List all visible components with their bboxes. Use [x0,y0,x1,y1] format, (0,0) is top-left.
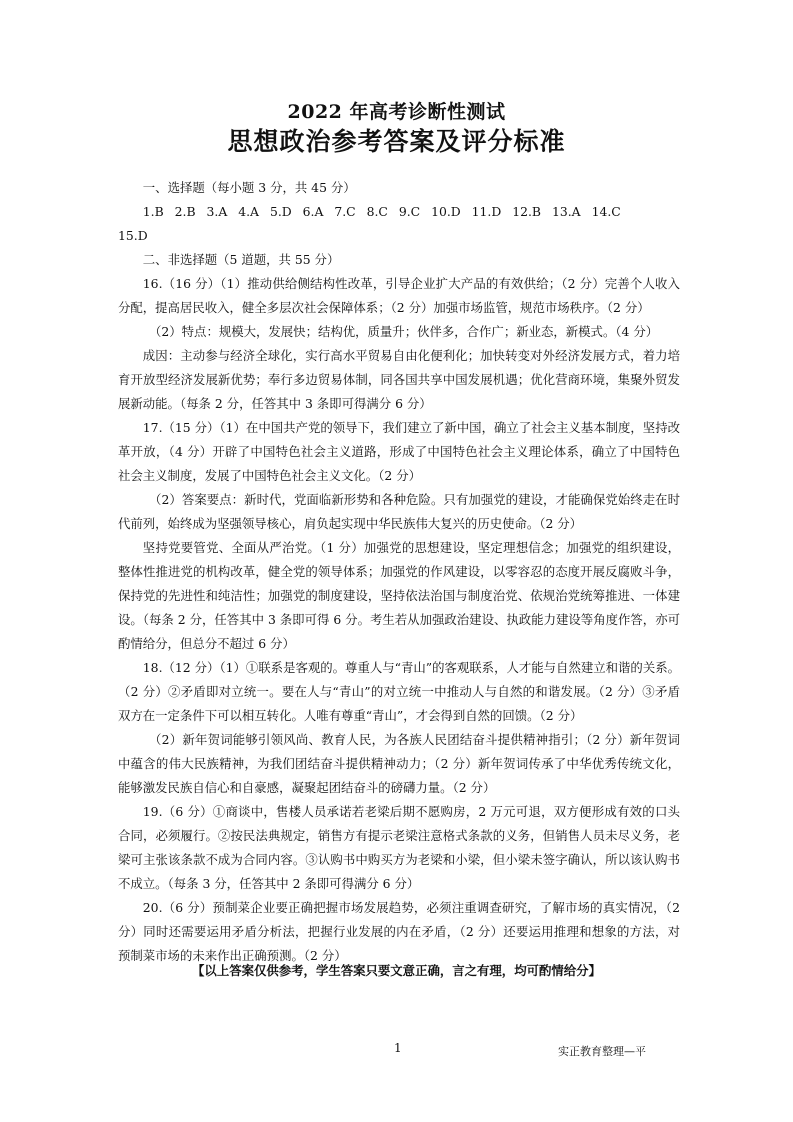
choice-answers: 1.B 2.B 3.A 4.A 5.D 6.A 7.C 8.C 9.C 10.D 11.D 12.B 13.A 14.C [142,204,621,219]
answer-paragraph: （2）答案要点：新时代，党面临新形势和各种危险。只有加强党的建设，才能确保党始终走在时代前列，始终成为坚强领导核心，肩负起实现中华民族伟大复兴的历史使命。（2 分） [118,492,680,531]
section-heading-nonchoice: 二、非选择题（5 道题，共 55 分） [142,252,340,267]
footer-source: 实正教育整理—平 [558,1045,646,1058]
answer-paragraph: 18.（12 分）（1）①联系是客观的。尊重人与“青山”的客观联系，人才能与自然建立和谐的关系。（2 分）②矛盾即对立统一。要在人与“青山”的对立统一中推动人与自然的和谐发展。（2 分）③矛盾双方在一定条件下可以相互转化。人唯有尊重“青山”，才会得到自然的回馈。（2 分） [118,660,680,723]
answer-body [118,176,680,968]
page-number: 1 [394,1041,402,1055]
answer-paragraph: 20.（6 分）预制菜企业要正确把握市场发展趋势，必须注重调查研究，了解市场的真实情况，（2 分）同时还需要运用矛盾分析法，把握行业发展的内在矛盾，（2 分）还要运用推理和想象的方法，对预制菜市场的未来作出正确预测。（2 分） [118,900,680,963]
section-heading-choice: 一、选择题（每小题 3 分，共 45 分） [142,180,356,195]
document-title: 2022 年高考诊断性测试 [287,101,506,123]
scoring-note: 【以上答案仅供参考，学生答案只要文意正确，言之有理，均可酌情给分】 [192,963,601,978]
choice-answers-cont: 15.D [118,228,148,243]
answer-paragraph: 19.（6 分）①商谈中，售楼人员承诺若老梁后期不愿购房，2 万元可退，双方便形成有效的口头合同，必须履行。②按民法典规定，销售方有提示老梁注意格式条款的义务，但销售人员未尽义务，老梁可主张该条款不成为合同内容。③认购书中购买方为老梁和小梁，但小梁未签字确认，所以该认购书不成立。（每条 3 分，任答其中 2 条即可得满分 6 分） [118,804,680,891]
answer-paragraph: 坚持党要管党、全面从严治党。（1 分）加强党的思想建设，坚定理想信念；加强党的组织建设，整体性推进党的机构改革，健全党的领导体系；加强党的作风建设，以零容忍的态度开展反腐败斗争，保持党的先进性和纯洁性；加强党的制度建设，坚持依法治国与制度治党、依规治党统筹推进、一体建设。（每条 2 分，任答其中 3 条即可得 6 分。考生若从加强政治建设、执政能力建设等角度作答，亦可酌情给分，但总分不超过 6 分） [118,540,680,651]
answer-paragraph: 17.（15 分）（1）在中国共产党的领导下，我们建立了新中国，确立了社会主义基本制度，坚持改革开放，（4 分）开辟了中国特色社会主义道路，形成了中国特色社会主义理论体系，确立了中国特色社会主义制度，发展了中国特色社会主义文化。（2 分） [118,420,680,483]
answer-paragraph: 成因：主动参与经济全球化，实行高水平贸易自由化便利化；加快转变对外经济发展方式，着力培育开放型经济发展新优势；奉行多边贸易体制，同各国共享中国发展机遇；优化营商环境，集聚外贸发展新动能。（每条 2 分，任答其中 3 条即可得满分 6 分） [118,348,680,411]
answer-paragraph: （2）新年贺词能够引领风尚、教育人民，为各族人民团结奋斗提供精神指引；（2 分）新年贺词中蕴含的伟大民族精神，为我们团结奋斗提供精神动力；（2 分）新年贺词传承了中华优秀传统文化，能够激发民族自信心和自豪感，凝聚起团结奋斗的磅礴力量。（2 分） [118,732,680,795]
document-subtitle: 思想政治参考答案及评分标准 [227,127,566,156]
answer-paragraph: （2）特点：规模大，发展快；结构优，质量升；伙伴多，合作广；新业态，新模式。（4 分） [149,324,659,339]
answer-paragraph: 16.（16 分）（1）推动供给侧结构性改革，引导企业扩大产品的有效供给；（2 分）完善个人收入分配，提高居民收入，健全多层次社会保障体系；（2 分）加强市场监管，规范市场秩序。（2 分） [118,276,680,315]
